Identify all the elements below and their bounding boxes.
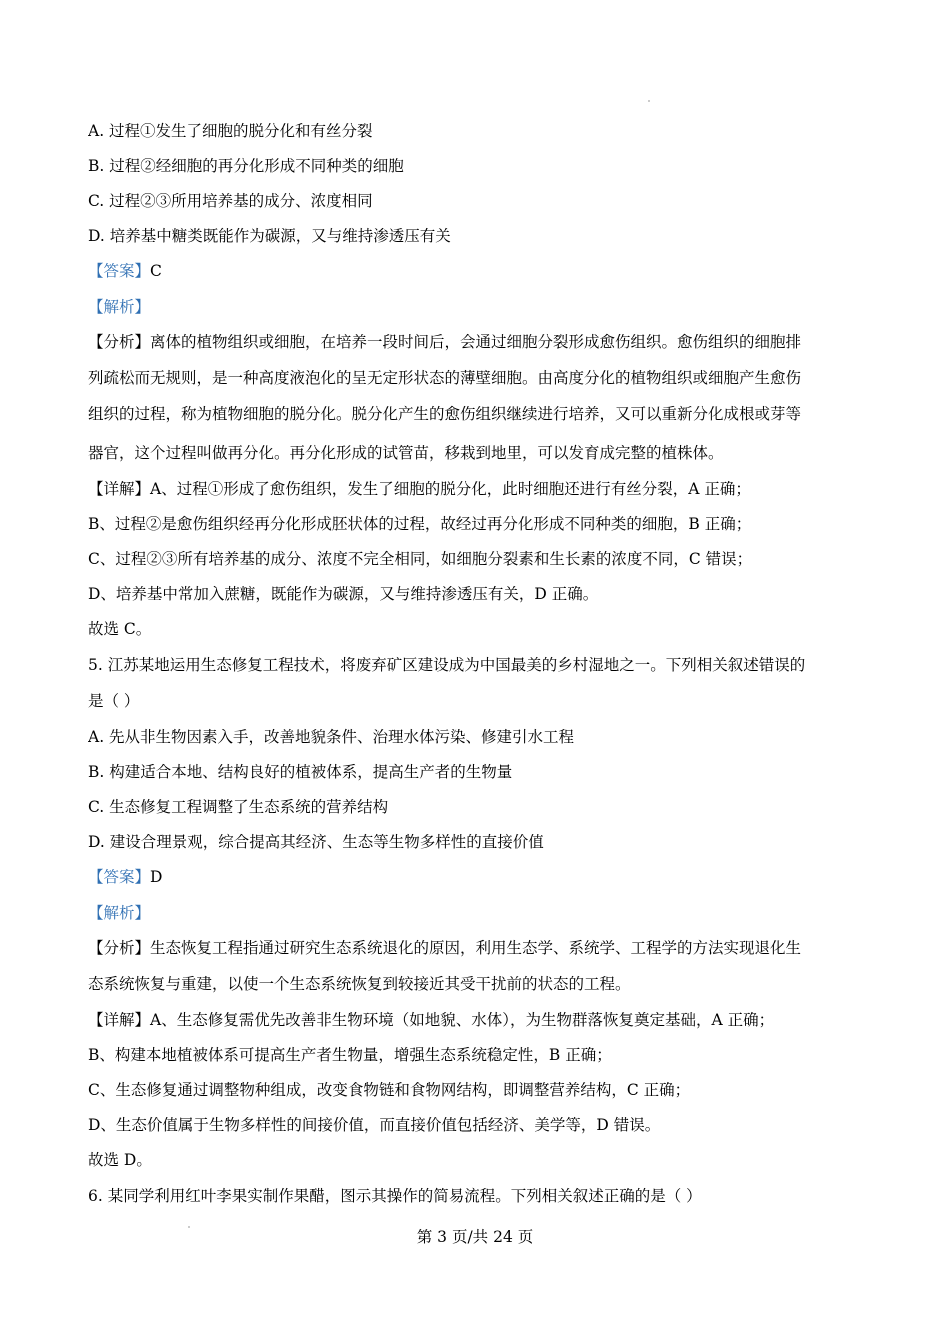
detail-label: 【详解】 — [88, 1011, 151, 1029]
page-footer: 第 3 页/共 24 页 — [416, 1228, 534, 1246]
q4-option-c: C. 过程②③所用培养基的成分、浓度相同 — [88, 192, 373, 210]
q4-analysis-line-3: 组织的过程，称为植物细胞的脱分化。脱分化产生的愈伤组织继续进行培养，又可以重新分化成根或芽等 — [88, 405, 802, 423]
q4-option-a: A. 过程①发生了细胞的脱分化和有丝分裂 — [88, 122, 373, 140]
q5-detail-d: D、生态价值属于生物多样性的间接价值，而直接价值包括经济、美学等，D 错误。 — [88, 1116, 661, 1134]
q4-analysis-text-1: 离体的植物组织或细胞，在培养一段时间后，会通过细胞分裂形成愈伤组织。愈伤组织的细胞排 — [150, 333, 802, 351]
q4-detail-a — [88, 478, 888, 500]
answer-label: 【答案】 — [88, 262, 151, 280]
q5-stem-1: 5. 江苏某地运用生态修复工程技术，将废弃矿区建设成为中国最美的乡村湿地之一。下列相关叙述错误的 — [88, 656, 806, 674]
q4-conclusion: 故选 C。 — [88, 620, 152, 638]
q5-option-b: B. 构建适合本地、结构良好的植被体系，提高生产者的生物量 — [88, 763, 513, 781]
q4-detail-b: B、过程②是愈伤组织经再分化形成胚状体的过程，故经过再分化形成不同种类的细胞，B 正确； — [88, 515, 752, 533]
q5-stem-2: 是（ ） — [88, 692, 140, 710]
q5-option-c: C. 生态修复工程调整了生态系统的营养结构 — [88, 798, 389, 816]
detail-label: 【详解】 — [88, 480, 151, 498]
q5-detail-a-text: A、生态修复需优先改善非生物环境（如地貌、水体），为生物群落恢复奠定基础，A 正确； — [150, 1011, 775, 1029]
jiexi-label: 【解析】 — [88, 298, 151, 316]
scan-dot — [648, 100, 650, 102]
q5-answer-line — [88, 866, 888, 888]
q5-answer: D — [150, 868, 163, 886]
q5-analysis-line-1 — [88, 937, 888, 959]
q4-detail-d: D、培养基中常加入蔗糖，既能作为碳源，又与维持渗透压有关，D 正确。 — [88, 585, 599, 603]
q5-option-d: D. 建设合理景观，综合提高其经济、生态等生物多样性的直接价值 — [88, 833, 544, 851]
q4-analysis-line-4: 器官，这个过程叫做再分化。再分化形成的试管苗，移栽到地里，可以发育成完整的植株体。 — [88, 444, 724, 462]
q4-detail-a-text: A、过程①形成了愈伤组织，发生了细胞的脱分化，此时细胞还进行有丝分裂，A 正确； — [150, 480, 751, 498]
q4-detail-c: C、过程②③所有培养基的成分、浓度不完全相同，如细胞分裂素和生长素的浓度不同，C 错误； — [88, 550, 753, 568]
answer-label: 【答案】 — [88, 868, 151, 886]
q5-conclusion: 故选 D。 — [88, 1151, 152, 1169]
q5-detail-c: C、生态修复通过调整物种组成，改变食物链和食物网结构，即调整营养结构，C 正确； — [88, 1081, 691, 1099]
q5-jiexi-line — [88, 902, 888, 924]
q6-stem: 6. 某同学利用红叶李果实制作果醋，图示其操作的简易流程。下列相关叙述正确的是（ ） — [88, 1187, 702, 1205]
q5-option-a: A. 先从非生物因素入手，改善地貌条件、治理水体污染、修建引水工程 — [88, 728, 575, 746]
q5-analysis-line-2: 态系统恢复与重建，以使一个生态系统恢复到较接近其受干扰前的状态的工程。 — [88, 975, 631, 993]
q4-answer-line — [88, 260, 888, 282]
q4-answer: C — [150, 262, 162, 280]
q4-analysis-line-2: 列疏松而无规则，是一种高度液泡化的呈无定形状态的薄壁细胞。由高度分化的植物组织或细胞产生愈伤 — [88, 369, 802, 387]
q5-analysis-text-1: 生态恢复工程指通过研究生态系统退化的原因，利用生态学、系统学、工程学的方法实现退化生 — [150, 939, 802, 957]
q4-analysis-line-1 — [88, 331, 888, 353]
jiexi-label: 【解析】 — [88, 904, 151, 922]
analysis-label: 【分析】 — [88, 333, 151, 351]
analysis-label: 【分析】 — [88, 939, 151, 957]
q4-option-b: B. 过程②经细胞的再分化形成不同种类的细胞 — [88, 157, 404, 175]
q4-jiexi-line — [88, 296, 888, 318]
q5-detail-a — [88, 1009, 888, 1031]
q4-option-d: D. 培养基中糖类既能作为碳源，又与维持渗透压有关 — [88, 227, 451, 245]
q5-detail-b: B、构建本地植被体系可提高生产者生物量，增强生态系统稳定性，B 正确； — [88, 1046, 612, 1064]
